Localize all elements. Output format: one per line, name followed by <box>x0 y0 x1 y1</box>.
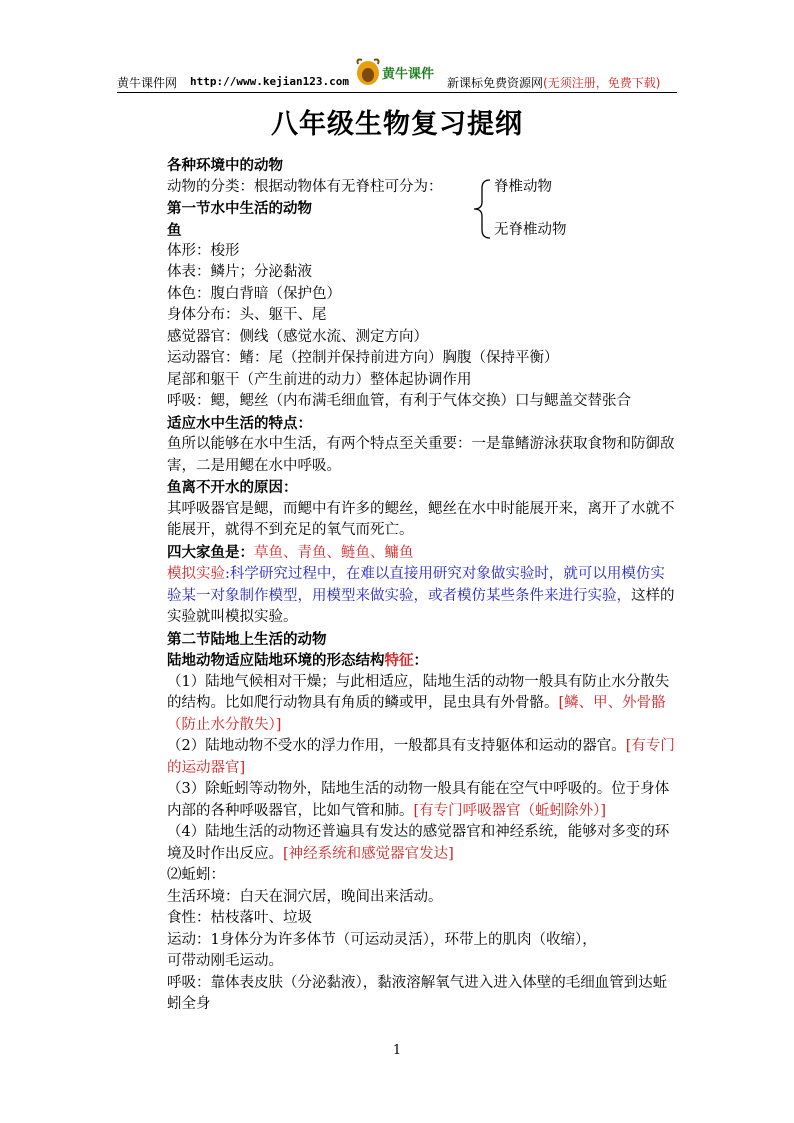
leave-water-heading: 鱼离不开水的原因： <box>167 479 298 496</box>
header-tagline <box>447 74 660 91</box>
land-features-heading-red: 特征 <box>384 652 414 669</box>
adapt-text: 鱼所以能够在水中生活，有两个特点至关重要：一是靠鳍游泳获取食物和防御敌害，二是用鳃在水中呼吸。 <box>167 436 675 474</box>
adapt-heading: 适应水中生活的特点： <box>167 414 312 432</box>
simulation-rest: 这样的实验就叫模拟实验。 <box>167 587 675 625</box>
header-rule <box>117 92 677 93</box>
land-point-2-note: [有专门的运动器官] <box>167 738 675 776</box>
curly-brace-icon <box>470 178 492 240</box>
header-tagline-red: (无须注册，免费下载) <box>543 76 661 90</box>
land-point-1-text: （1）陆地气候相对干燥；与此相适应，陆地生活的动物一般具有防止水分散失的结构。比如爬行动物具有角质的鳞或甲，昆虫具有外骨骼。 <box>167 673 670 711</box>
fish-shape: 体形：梭形 <box>167 242 240 259</box>
document-body <box>167 155 679 1016</box>
header-tagline-text: 新课标免费资源网 <box>447 76 544 90</box>
invertebrate-label: 无脊椎动物 <box>494 221 567 238</box>
fish-breathing: 呼吸：鳃，鳃丝（内布满毛细血管，有利于气体交换）口与鳃盖交替张合 <box>167 393 631 409</box>
page-title: 八年级生物复习提纲 <box>271 109 523 140</box>
classification-block <box>167 177 679 241</box>
land-point-3 <box>167 779 679 822</box>
section-heading-water: 第一节水中生活的动物 <box>167 200 312 217</box>
section-heading-land: 第二节陆地上生活的动物 <box>167 630 327 648</box>
land-features-heading-colon: ： <box>413 652 428 669</box>
four-fish-line <box>167 542 679 565</box>
fish-surface: 体表：鳞片；分泌黏液 <box>167 264 312 280</box>
land-point-3-text: （3）除蚯蚓等动物外，陆地生活的动物一般具有能在空气中呼吸的。位于身体内部的各种呼吸器官，比如气管和肺。 <box>167 781 670 819</box>
land-point-1 <box>167 672 679 737</box>
header-url[interactable]: http://www.kejian123.com <box>190 75 349 88</box>
land-point-4 <box>167 822 679 865</box>
land-point-4-note: [神经系统和感觉器官发达] <box>283 845 454 862</box>
land-point-2 <box>167 736 679 779</box>
earthworm-breathing: 呼吸：靠体表皮肤（分泌黏液），黏液溶解氧气进入进入体壁的毛细血管到达蚯蚓全身 <box>167 974 668 1012</box>
four-fish-label: 四大家鱼是： <box>167 543 254 561</box>
simulation-label: 模拟实验 <box>167 566 225 582</box>
fish-motion-organ: 运动器官：鳍：尾（控制并保持前进方向）胸腹（保持平衡） <box>167 350 559 366</box>
four-fish-value: 草鱼、青鱼、鲢鱼、鳙鱼 <box>254 544 414 561</box>
ox-logo-icon <box>354 56 434 90</box>
fish-heading: 鱼 <box>167 221 182 239</box>
header-site-name: 黄牛课件网 <box>117 76 178 90</box>
site-logo <box>354 56 434 90</box>
land-point-2-text: （2）陆地动物不受水的浮力作用，一般都具有支持躯体和运动的器官。 <box>167 738 626 754</box>
fish-sense-organ: 感觉器官：侧线（感觉水流、测定方向） <box>167 328 428 345</box>
leave-water-text: 其呼吸器官是鳃，而鳃中有许多的鳃丝，鳃丝在水中时能展开来，离开了水就不能展开，就得不到充足的氧气而死亡。 <box>167 500 675 538</box>
classification-text: 动物的分类：根据动物体有无脊柱可分为： <box>167 178 443 195</box>
fish-color: 体色：腹白背暗（保护色） <box>167 285 341 302</box>
simulation-definition: :科学研究过程中，在难以直接用研究对象做实验时，就可以用模仿实验某一对象制作模型，用模型来做实验，或者模仿某些条件来进行实验， <box>167 566 665 604</box>
earthworm-motion: 运动：1身体分为许多体节（可运动灵活），环带上的肌肉（收缩）， <box>167 931 597 948</box>
land-point-3-note: [有专门呼吸器官（蚯蚓除外）] <box>413 802 607 819</box>
section-heading-environments: 各种环境中的动物 <box>167 157 283 174</box>
earthworm-diet: 食性：枯枝落叶、垃圾 <box>167 910 312 926</box>
logo-text: 黄牛课件 <box>382 67 434 82</box>
earthworm-motion-cont: 可带动刚毛运动。 <box>167 953 283 969</box>
land-features-heading-text: 陆地动物适应陆地环境的形态结构 <box>167 652 385 669</box>
land-point-1-note: [鳞、甲、外骨骼（防止水分散失）] <box>167 695 666 733</box>
earthworm-habitat: 生活环境：白天在洞穴居，晚间出来活动。 <box>167 888 443 905</box>
simulation-paragraph <box>167 564 679 629</box>
fish-body-parts: 身体分布：头、躯干、尾 <box>167 307 327 323</box>
fish-tail-trunk: 尾部和躯干（产生前进的动力）整体起协调作用 <box>167 371 472 388</box>
land-point-4-text: （4）陆地生活的动物还普遍具有发达的感觉器官和神经系统，能够对多变的环境及时作出反应。 <box>167 824 670 862</box>
vertebrate-label: 脊椎动物 <box>494 178 552 195</box>
page-number: 1 <box>392 1043 402 1058</box>
land-features-heading <box>167 650 679 672</box>
earthworm-heading: ⑵蚯蚓： <box>167 867 225 883</box>
